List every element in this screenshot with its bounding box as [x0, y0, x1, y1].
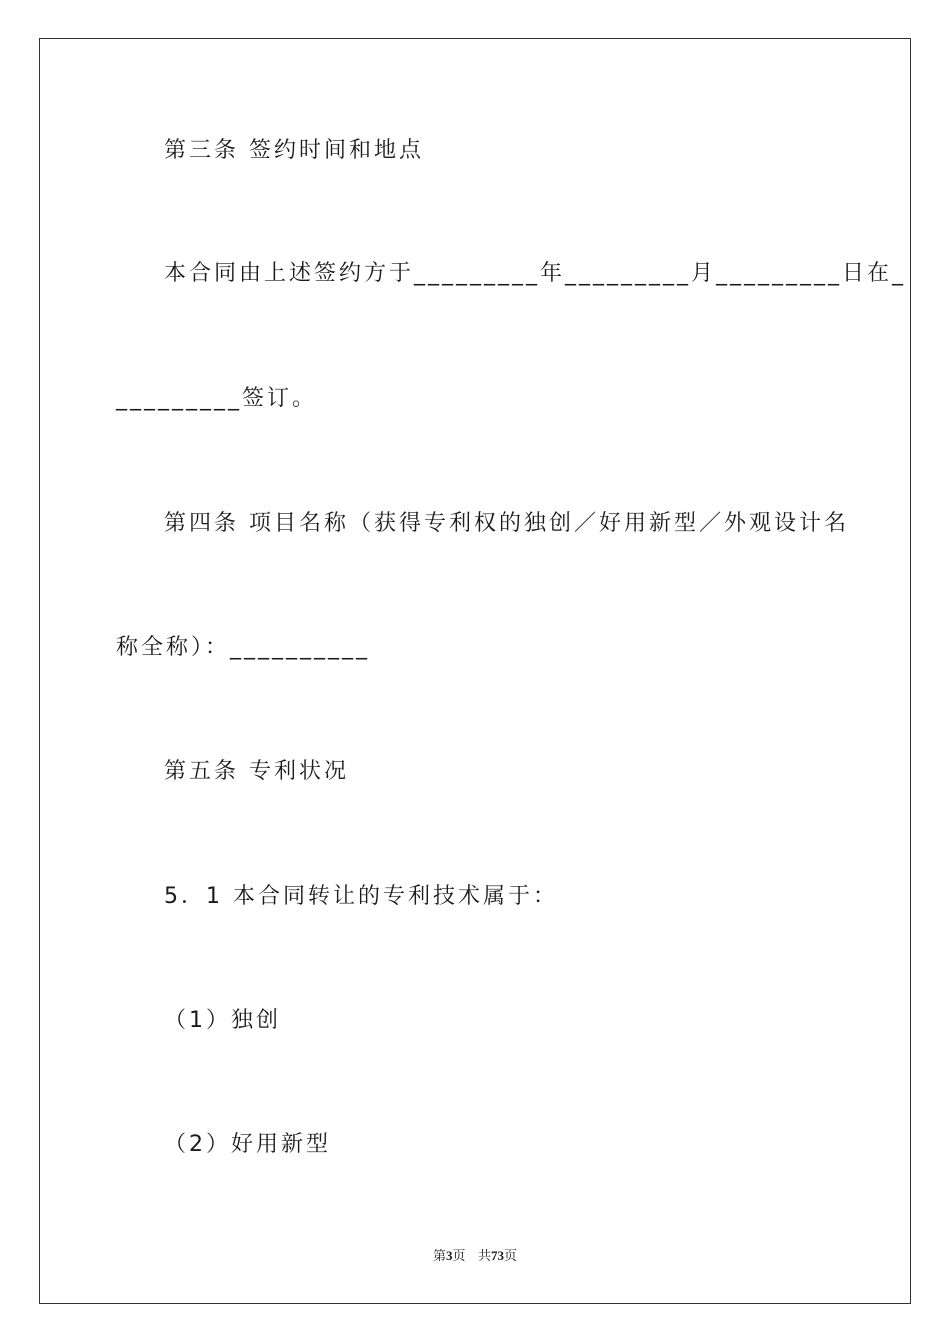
page-border: [39, 38, 911, 1304]
clause-5-1: 5．1 本合同转让的专利技术属于：: [164, 884, 558, 909]
footer-total-suffix: 页: [503, 1249, 517, 1264]
article-3-heading: 第三条 签约时间和地点: [164, 138, 424, 163]
footer-page-prefix: 第: [433, 1249, 447, 1264]
footer-page-suffix: 页: [452, 1249, 466, 1264]
footer-page-number: 3: [446, 1248, 453, 1263]
article-4-heading-line-2: 称全称）：__________: [116, 635, 371, 660]
footer-total-pages: 73: [490, 1248, 504, 1263]
signing-date-place-line-1: 本合同由上述签约方于_________年_________月_________日在_: [164, 261, 907, 286]
option-invention: （1）独创: [164, 1008, 281, 1033]
signing-date-place-line-2: _________签订。: [116, 386, 318, 411]
article-5-heading: 第五条 专利状况: [164, 759, 349, 784]
page-footer: [0, 1247, 950, 1266]
article-4-heading-line-1: 第四条 项目名称（获得专利权的独创／好用新型／外观设计名: [164, 511, 849, 536]
footer-total-prefix: 共: [477, 1249, 491, 1264]
option-utility-model: （2）好用新型: [164, 1132, 331, 1157]
